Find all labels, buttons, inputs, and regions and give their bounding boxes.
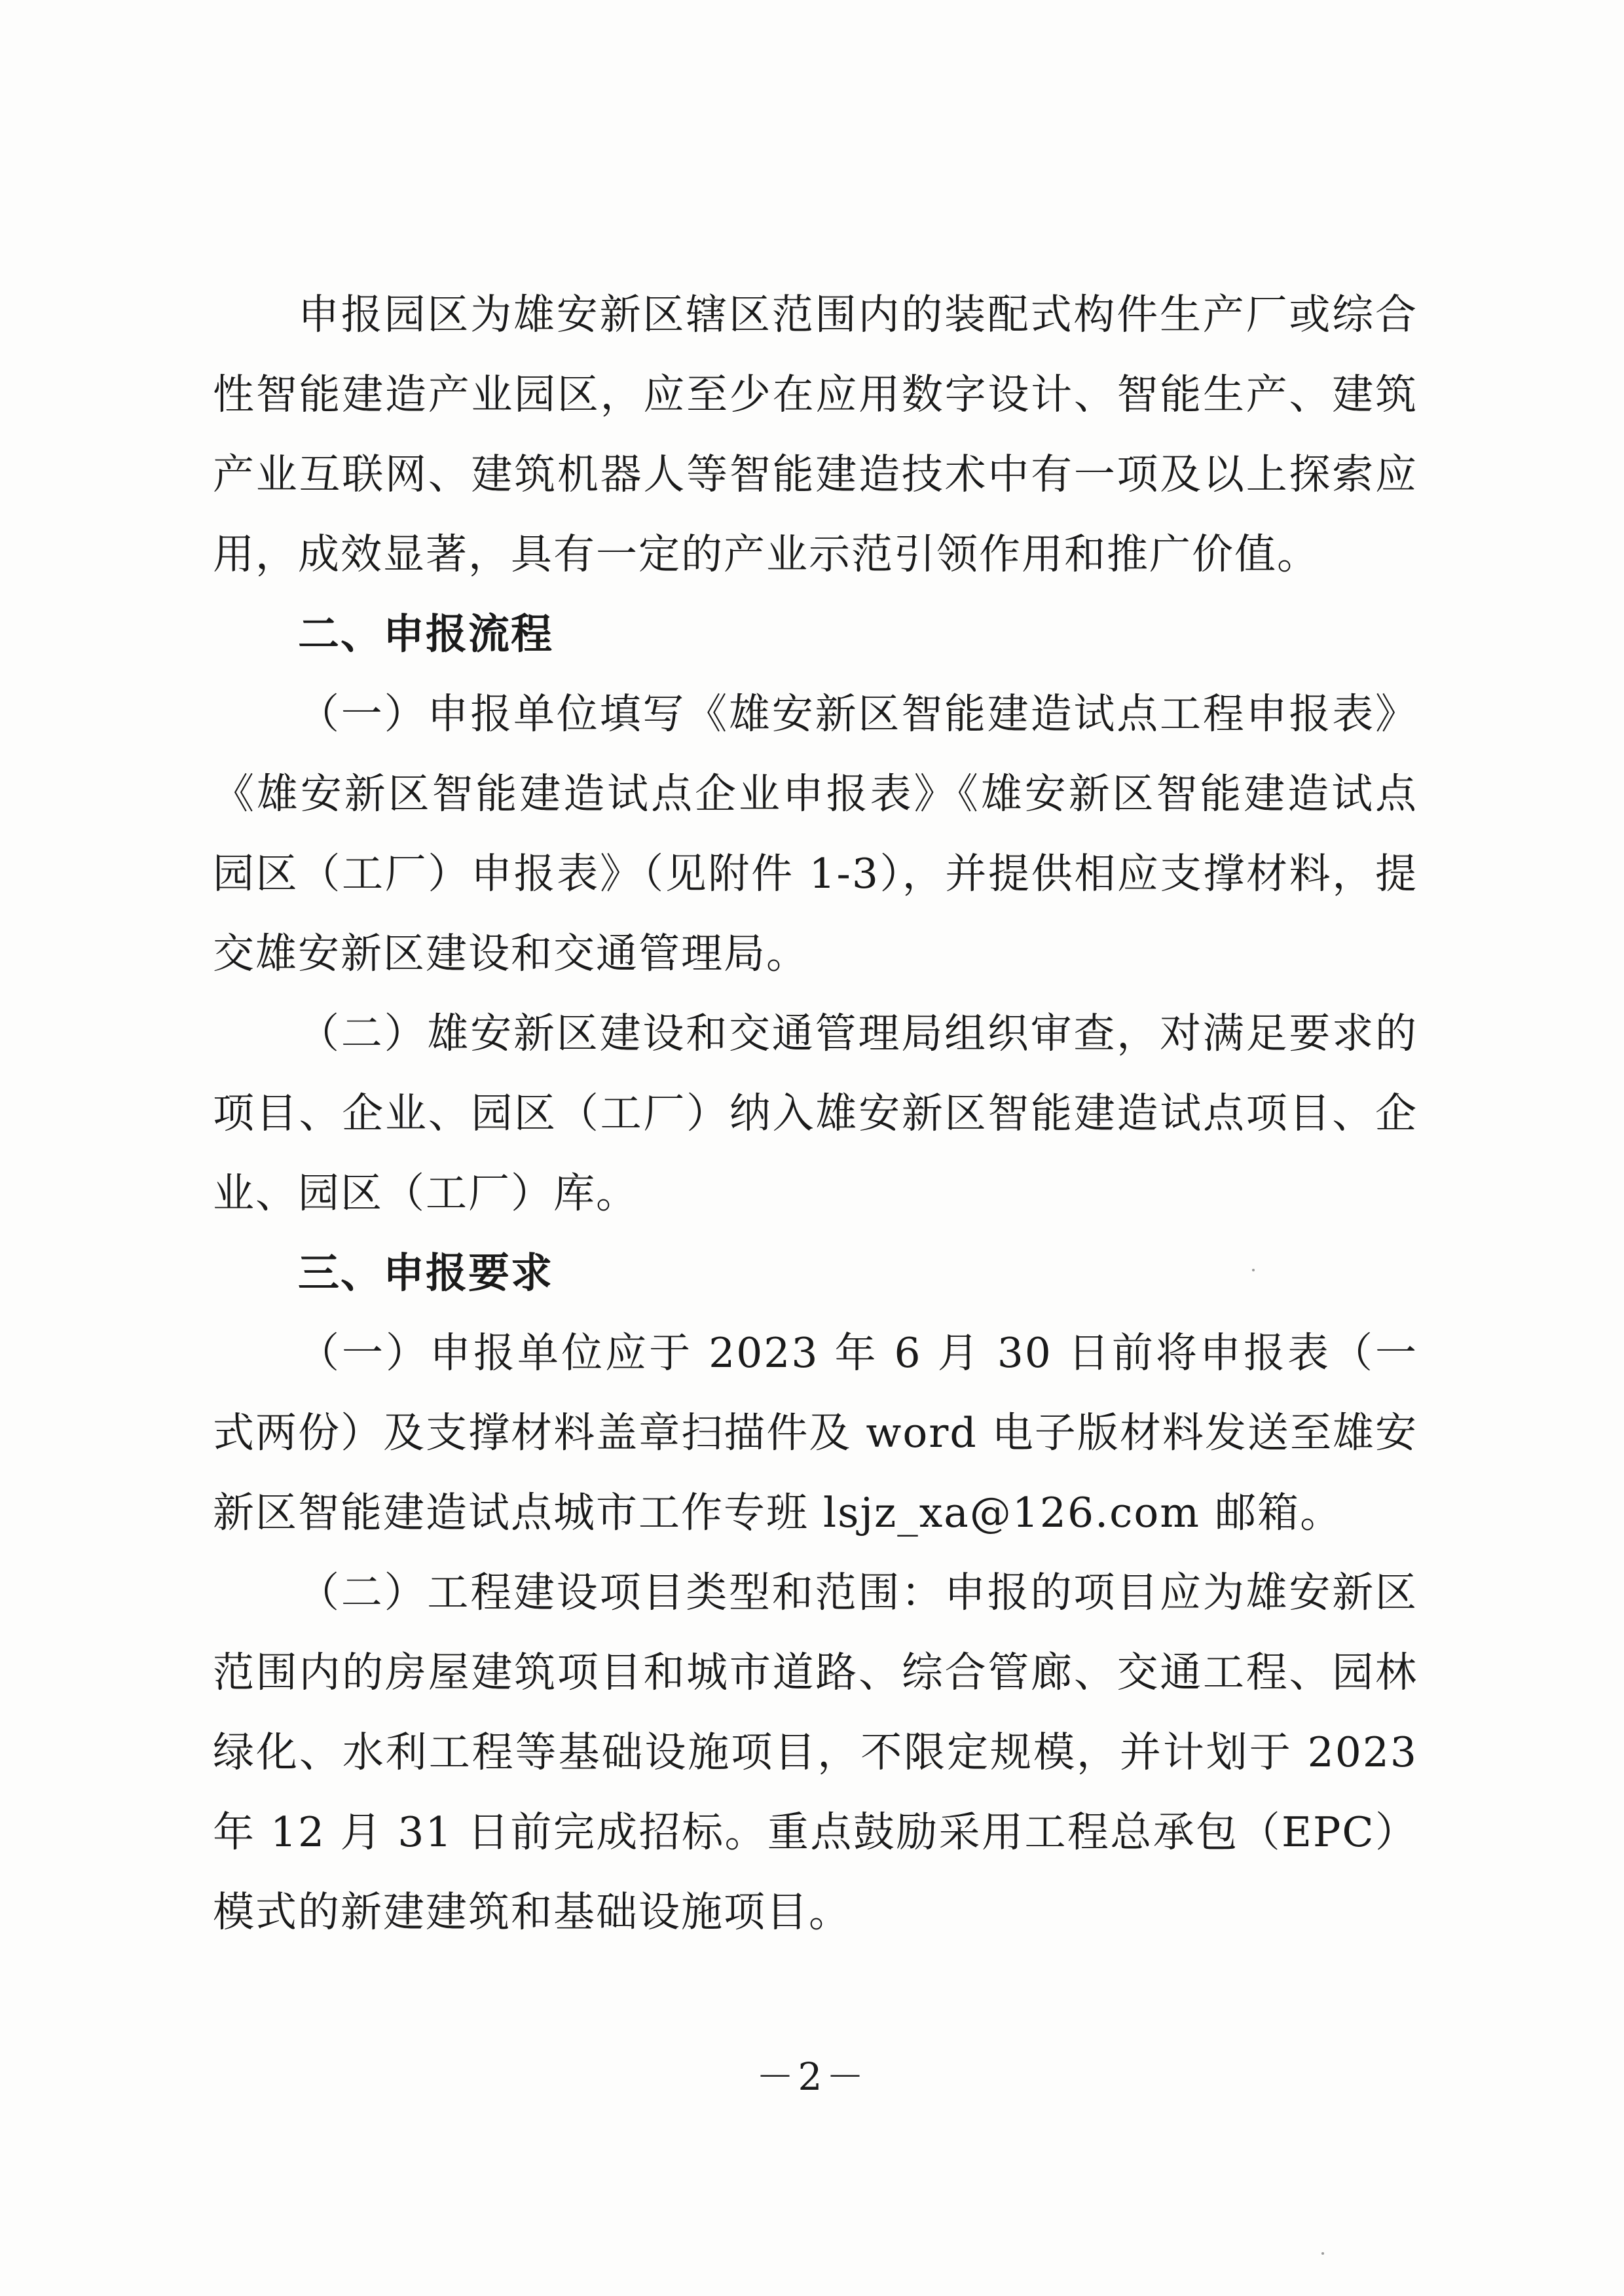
paragraph-process-step-1: （一）申报单位填写《雄安新区智能建造试点工程申报表》《雄安新区智能建造试点企业申报表》《雄安新区智能建造试点园区（工厂）申报表》（见附件 1-3），并提供相应支撑材料，提交雄安新区建设和交通管理局。 xyxy=(213,690,1418,977)
paragraph-process-step-2: （二）雄安新区建设和交通管理局组织审查，对满足要求的项目、企业、园区（工厂）纳入雄安新区智能建造试点项目、企业、园区（工厂）库。 xyxy=(213,1010,1418,1217)
section-heading-process: 二、申报流程 xyxy=(298,610,553,658)
scan-speck xyxy=(1252,1269,1255,1271)
section-heading-requirements: 三、申报要求 xyxy=(298,1249,553,1297)
paragraph-requirement-1: （一）申报单位应于 2023 年 6 月 30 日前将申报表（一式两份）及支撑材料盖章扫描件及 word 电子版材料发送至雄安新区智能建造试点城市工作专班 lsjz_xa@126.com 邮箱。 xyxy=(213,1329,1418,1537)
paragraph-park-requirements: 申报园区为雄安新区辖区范围内的装配式构件生产厂或综合性智能建造产业园区，应至少在应用数字设计、智能生产、建筑产业互联网、建筑机器人等智能建造技术中有一项及以上探索应用，成效显著，具有一定的产业示范引领作用和推广价值。 xyxy=(213,291,1418,578)
page-number: －2－ xyxy=(756,2054,868,2099)
document-body xyxy=(213,275,1418,1952)
scan-speck xyxy=(1321,2252,1324,2255)
paragraph-requirement-2: （二）工程建设项目类型和范围：申报的项目应为雄安新区范围内的房屋建筑项目和城市道路、综合管廊、交通工程、园林绿化、水利工程等基础设施项目，不限定规模，并计划于 2023 年 12 月 31 日前完成招标。重点鼓励采用工程总承包（EPC）模式的新建建筑和基础设施项目。 xyxy=(213,1569,1418,1936)
